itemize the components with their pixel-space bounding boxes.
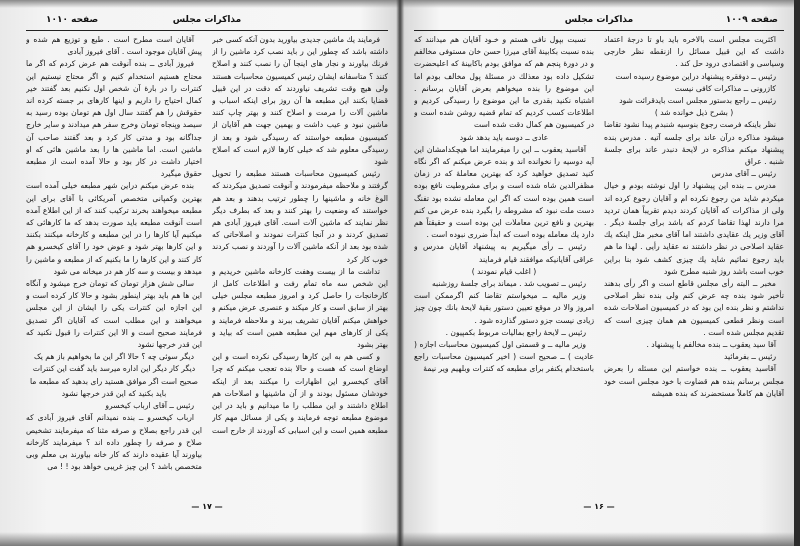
body-paragraph: نظر باینکه فرصت رجوع بنوسیه شنبدم پیدا نشود تقاضا میشود مذاکره درآن عاند برای جلسه آتیه . مدرس بنده پیشنهاد میکنم مذاکره در لایحهٔ دنبدر عاند برای جلسهٔ شنبه . عراق (604, 120, 784, 167)
text-column-right (212, 34, 388, 500)
speaker-paragraph: رئیس ــ آقای مدرس (711, 169, 776, 179)
text-columns (26, 34, 388, 500)
body-paragraph: رئیس کمیسیون محاسبات هستند مطبعه را تحویل گرفتند و ملاحظه میفرمودند و آنوقت تصدیق میکردند که الوغ خانه و ماشینها را چطور ترتیب بدهند و بعد هم خواستند که وضعیت را بهتر کنند و بعد که بطرف دیگر نظر نمایند که ماشین آلات است. آقای فیروز آبادی هم تصدیق کردند و در آنجا کنترات نمودند و اصلاحاتی که شده بود بعد از آنکه ماشین آلات را آوردند و نصب کردند خوب کار کرد (212, 169, 388, 264)
page-number-label: صفحه ۱۰۰۹ (725, 15, 778, 25)
page-header (414, 14, 784, 31)
speaker-paragraph: مخبر ــ البته رأی مجلس قاطع است و اگر رأی بدهند تأخیر شود بنده چه عرض کنم ولی بنده نظر اصلاحی نداشتم و نظر بنده این بود که در کمیسیون اصلاحات شده است ونظر قطعی کمیسیون هم همان چیزی است که تقدیم مجلس شده است . (604, 279, 784, 337)
scan-border-right (794, 0, 800, 546)
page-header (26, 14, 388, 31)
speaker-paragraph: ارباب کیخسرو ــ بنده نمیدانم آقای فیروز آبادی که این قدر راجع بصلاح و صرفه مثنا که میفرمایند تشخیص صلاح و صرفه را چطور داده اند ؟ میفرمایند کارخانه بیاورند آیا عقیده دارند که کار خانه بیاورند بی معلم وبی متخصص باشد ؟ این چیز غریبی خواهد بود ! ! می (26, 413, 202, 472)
body-paragraph: آقایان است مطرح است . طبع و توزیع هم شده و پیش آقایان موجود است . آقای فیروز آبادی (26, 35, 202, 57)
speaker-paragraph: رئیس ــ لایحهٔ راجع بمالیات مربوط بکمپیون . (445, 327, 586, 337)
speaker-paragraph: رئیس ــ آقای ارباب کیخسرو (105, 401, 194, 411)
speaker-paragraph: رئیس ــ رأی میگیریم به پیشنهاد آقایان مدرس و عراقی آقایانیکه موافقند قیام فرمایند (414, 242, 594, 264)
page-footer-number: — ۱۶ — (583, 502, 615, 511)
body-paragraph: فرمایند یك ماشین جدیدی بیاورید بدون آنکه کسی خبر داشته باشد که چطور این ر باید نصب کرد ماشین را از فرنك بیاورند و نجار های اینجا آن را نصب کنند و اصلاح کنند ؟ متاسفانه ایشان رئیس کمیسیون محاسبات هستند ولی هیچ وقت تشریف نیاوردند که دقت در این قبیل قضایا بکنند این مطبعه ها آن روز برای اینکه اسباب و ماشین آلات را مرمت و اصلاح کنند و بهتر چاپ کنند ماشین نبود و عیب داشت و بهمین جهت هم آقایان از کمیسیون مطبعه خواستند که رسیدگی شود و بعد از رسیدگی معلوم شد که خیلی کارها لازم است که اصلاح شود (212, 35, 388, 167)
body-paragraph: بنده عرض میکنم دراین شهر مطبعه خیلی آمده است بهترین وکمپانی متخصص آمریکائی با آقای برای این مطبعه میخواهند بخرند ترکیب کنند که از این اطلاع آمده است آنوقت مطبعه باید صورت بدهد که ما کارهائی که میکنیم آیا کارها را در این مطبعه و کارخانه میکنند بکنند و این کارها بهتر شود و عوض خود را آقای کیخسرو هم کار کنند و این کارها را ما بکنیم که از مطبعه و ماشین را میدهد و بیست و سه کار هم در میخانه می شود (26, 181, 202, 276)
body-paragraph: اکثریت مجلس است بالاخره باید باو تا درجهٔ اعتماد داشت که این قبیل مسائل را ازنقطه نظر خارجی وسیاسی و اقتصادی درود حل کند . (604, 35, 784, 69)
running-title: مذاکرات مجلس (564, 15, 634, 25)
text-column-left (26, 34, 202, 500)
speaker-paragraph: رئیس ــ تصویب شد . میماند برای جلسهٔ روزشنبه (431, 279, 586, 289)
page-1010 (26, 0, 388, 546)
centered-note: ( اغلب قیام نمودند ) (471, 266, 537, 276)
body-paragraph: نسبت بپول نافی هستم و خـود آقایان هم میدانند که بنده نسبت بکابینهٔ آقای میرزا حسن خان مستوفی مخالفم و در دورهٔ پنجم هم که موافق بودم باکابینهٔ که اعلیحضرت تشکیل داده بود معذلك در مسئلهٔ پول مخالف بودم اما این موضوع را بنده میخواهم بعرض آقایان برسانم . اشتباه نکنید بقدری ما این موضوع را رسیدگی کردیم و اطلاعات کسب کردیم که تمام قضیه روشن شده است و در کمیسیون هم کمال دقت شده است (414, 35, 594, 130)
text-column-left (414, 34, 594, 500)
book-spine-shadow (396, 0, 404, 546)
speaker-paragraph: وزیر مالیه ــ و قسمتی اول کمیسیون محاسبات اجازه ( عادیت ) ــ صحیح است ( اخیر کمیسیون محاسبات راجع باستخدام یکنفر برای مطبعه که کنترات وبلهیم ویر نیمهٔ (414, 340, 594, 374)
centered-note: دیگر سوئی چه ؟ حالا اگر این ما بخواهیم باز هم یک دیگر کار دیگر این اداره میرسد باید گفت این کنترات صحیح است اگر موافق هستید رای بدهید که مطبعه ما باید بکنید که این قدر خرجها نشود (29, 352, 198, 398)
speaker-paragraph: آقا سید یعقوب ــ بنده مخالفم با پیشنهاد . (646, 340, 776, 350)
centered-note: ( بشرح ذیل خوانده شد ) (654, 108, 734, 118)
body-paragraph: و کسی هم به این کارها رسیدگی نکرده است و این اوضاع است که هست و حالا بنده تعجب میکنم که چرا آقای کیخسرو این اظهارات را میکنند بعد از اینکه خودشان مسئول بودند و از آن ماشینها و اصلاحات هم اطلاع داشتند و این مطلب را ما میدانیم و باید در این موضوع مطبعه توجه فرمایند و یکی از مسائل مهم کار مطبعه همین است و این اسبابی که آوردند از خارج است (212, 352, 388, 435)
text-columns (414, 34, 784, 500)
centered-note: عادی ــ دوسه باید بدهد شود (459, 132, 549, 142)
body-paragraph: سالی شش هزار تومان که تومان خرج میشود و آنگاه این ها هم باید بهتر اینطور بشود و حالا کار کرده است و این اجازه این کنترات یکی را ایشان از این مجلس میخواهند و این مطلب است که آقایان اگر تصدیق فرمایند صحیح است و الا این کنترات را قبول نکنید که این قدر خرجها نشود (26, 279, 202, 350)
speaker-paragraph: رئیس ــ دوفقره پیشنهاد دراین موضوع رسیده است (615, 71, 776, 81)
speaker-paragraph: کازرونی ــ مذاکرات کافی نیست (674, 83, 776, 93)
speaker-paragraph: مدرس ــ بنده این پیشنهاد را اول نوشته بودم و خیال میکردم شاید من رجوع نکرده ام و آقایان رجوع کرده اند ولی از مذاکرات که آقایان کردند دیدم تقریباً همان تردید مرا دارند لهذا تقاضا کردم که باشد برای جلسهٔ دیگر . آقای وزیر یك عقایدی داشتند اما آقای مخبر مثل اینکه یك عقاید اصلاحی در نظر داشتند نه عقاید رأیی . لهذا ما هم باید رجوع نمائیم شاید یك چیزی کشف شود بنا براین خوب است باشد روز شنبه مطرح شود (604, 181, 784, 276)
speaker-paragraph: فیروز آبادی ــ بنده آنوقت هم عرض کردم که اگر ما محتاج هستیم استخدام کنیم و اگر محتاج نیستیم این کنترات را در بارهٔ آن شخص اول نکنیم بعد گفتند خیر کمال احتیاج را داریم و اینها کارهای بر جسته کرده اند حقوقش را هم گفتند سال اول هم تومان بوده رسید به سیصد وپنجاه تومان وخرج سفر هم میدادند و سایر خارج جداگانه بود و مدتی کار کرد و بعد گفتند صاحب آن ماشین است. اما ماشین ها را بعد ماشین هائی که او اختیار داشت در کار بود و حالا آمده است از مطبعه حقوق میگیرد (26, 59, 202, 179)
speaker-paragraph: وزیر مالیه ــ میخواستم تقاضا کنم اگرممکن است امروز والا در موقع تعیین دستور بقیهٔ لایحهٔ بانك چون چیز زیادی نیست جزو دستور گذارده شود . (414, 291, 594, 325)
page-number-label: صفحه ۱۰۱۰ (46, 15, 99, 25)
speaker-paragraph: رئیس ــ بفرمائید (724, 352, 776, 362)
page-footer-number: — ۱۷ — (191, 502, 223, 511)
speaker-paragraph: رئیس ــ راجع بدستور مجلس است بایدقرائت شود (619, 96, 776, 106)
speaker-paragraph: آقاسید یعقوب ــ بنده خواستم این مسئله را بعرض مجلس برسانم بنده هم قضاوت با خود مجلس است خود آقایان هم کاملاً مستحضرند که بنده همیشه (604, 364, 784, 398)
page-1009 (414, 0, 784, 546)
running-title: مذاکرات مجلس (172, 15, 242, 25)
speaker-paragraph: آقاسید یعقوب ــ این را میفرمایند اما هیچکدامشان این آیه دوسیه را نخوانده اند و بنده عرض میکنم که اگر نگاه کنید تصدیق خواهید کرد که بهترین معاملهٔ که در زمان مظفرالدین شاه شده است و برای مشروطیت نافع بوده است همین بوده است که اگر این معامله نشده بود تفنگ دست ملت نبود که مشروطه را بگیرد بنده عرض می کنم بهترین و نافع ترین معاملات این بوده است و حقیقتاً هم دارد یك معامله بوده است که ابداً ضرری نبوده است . (414, 144, 594, 240)
text-column-right (604, 34, 784, 500)
body-paragraph: تداشت ما از بیست وهفت کارخانه ماشین خریدیم و این شخص سه ماه تمام رفت و اطلاعات کامل از کارخانجات را حاصل کرد و امروز مطبعه مجلس خیلی بهتر از سابق است و کار میکند و عنصری عرض میکنم و خواهش میکنم آقایان تشریف ببرند و ملاحظه فرمایند و یکی از کارهای مهم این مطبعه همین است که بیاید و بهتر بشود (212, 266, 388, 350)
